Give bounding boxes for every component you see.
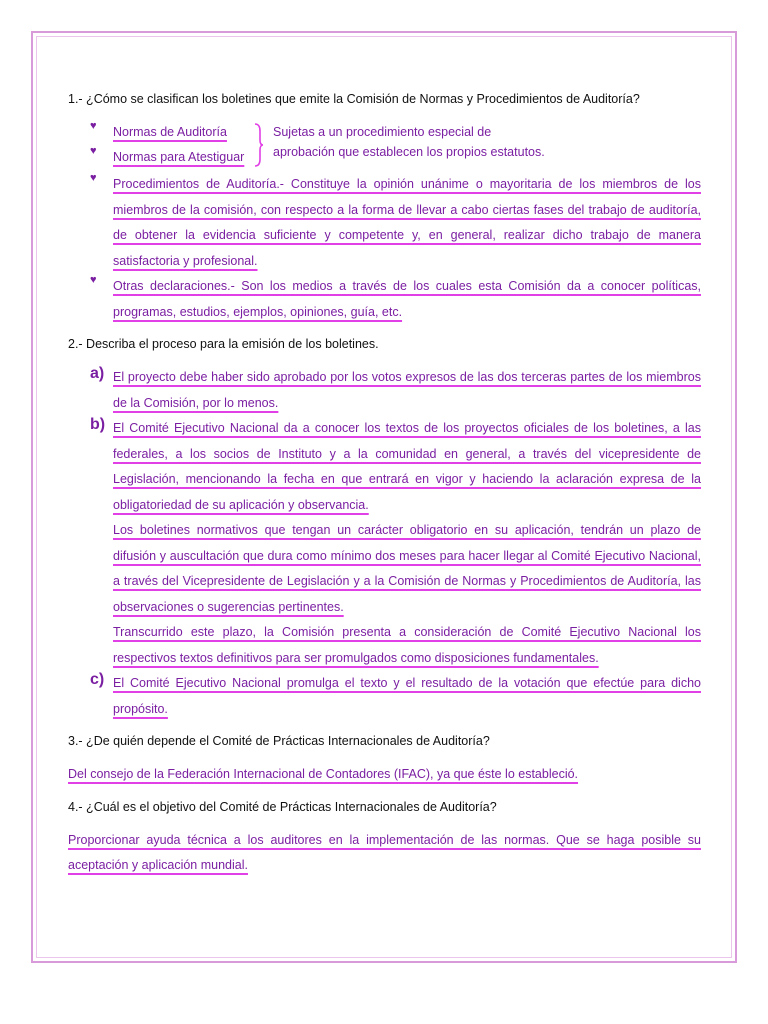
item-c-text: El Comité Ejecutivo Nacional promulga el texto y el resultado de la votación que efectúe para dicho propósito. (113, 676, 701, 716)
q1-bullet-list (68, 172, 701, 325)
otras-declaraciones-text: Otras declaraciones.- Son los medios a través de los cuales esta Comisión da a conocer políticas, programas, estudios, ejemplos, opiniones, guía, etc. (113, 279, 701, 319)
q2-lettered-list (68, 365, 701, 722)
answer-3: Del consejo de la Federación Internacional de Contadores (IFAC), ya que éste lo estableció. (68, 767, 579, 781)
brace-note-line-2: aprobación que establecen los propios estatutos. (273, 145, 545, 159)
list-item-procedimientos (68, 172, 701, 274)
item-a-label: a) (90, 365, 105, 382)
list-item-b (68, 416, 701, 671)
list-item-normas-atestiguar (68, 145, 244, 171)
item-c-label: c) (90, 671, 105, 688)
document-content (68, 90, 701, 879)
normas-auditoria-text: Normas de Auditoría (113, 125, 227, 139)
list-item-normas-auditoria (68, 120, 227, 146)
normas-atestiguar-text: Normas para Atestiguar (113, 150, 245, 164)
curly-brace-icon (254, 123, 264, 167)
item-b-label: b) (90, 416, 106, 433)
brace-note (273, 122, 603, 162)
list-item-a (68, 365, 701, 416)
answer-4: Proporcionar ayuda técnica a los auditores en la implementación de las normas. Que se haga posible su aceptación y aplicación mundial. (68, 832, 701, 872)
item-a-text: El proyecto debe haber sido aprobado por los votos expresos de las dos terceras partes de los miembros de la Comisión, por lo menos. (113, 370, 701, 410)
procedimientos-text: Procedimientos de Auditoría.- Constituye la opinión unánime o mayoritaria de los miembros de los miembros de la comisión, con respecto a la forma de llevar a cabo ciertas fases del trabajo de auditoría, de obtener la evidencia suficiente y competente y, en general, realizar dicho trabajo de manera satisfactoria y profesional. (113, 177, 701, 268)
item-b-text-3: Transcurrido este plazo, la Comisión presenta a consideración de Comité Ejecutivo Nacional los respectivos textos definitivos para ser promulgados como disposiciones fundamentales. (113, 625, 701, 665)
heart-bullet-icon: ♥ (90, 274, 97, 286)
heart-bullet-icon: ♥ (90, 120, 97, 132)
brace-note-line-1: Sujetas a un procedimiento especial de (273, 125, 492, 139)
item-b-text-1: El Comité Ejecutivo Nacional da a conocer los textos de los proyectos oficiales de los boletines, a las federales, a los socios de Instituto y a la comunidad en general, a través del vicepresidente de Legislación, mencionando la fecha en que entrará en vigor y haciendo la aclaración expresa de la obligatoriedad de su aplicación y observancia. (113, 421, 701, 512)
audit-norms-group (68, 120, 701, 172)
list-item-otras-declaraciones (68, 274, 701, 325)
question-3: 3.- ¿De quién depende el Comité de Prácticas Internacionales de Auditoría? (68, 734, 490, 748)
heart-bullet-icon: ♥ (90, 172, 97, 184)
list-item-c (68, 671, 701, 722)
item-b-text-2: Los boletines normativos que tengan un carácter obligatorio en su aplicación, tendrán un plazo de difusión y auscultación que dura como mínimo dos meses para hacer llegar al Comité Ejecutivo Nacional, a través del Vicepresidente de Legislación y a la Comisión de Normas y Procedimientos de Auditoría, las observaciones o sugerencias pertinentes. (113, 523, 701, 614)
question-1: 1.- ¿Cómo se clasifican los boletines que emite la Comisión de Normas y Procedimientos de Auditoría? (68, 92, 640, 106)
question-2: 2.- Describa el proceso para la emisión de los boletines. (68, 337, 379, 351)
question-4: 4.- ¿Cuál es el objetivo del Comité de Prácticas Internacionales de Auditoría? (68, 799, 497, 814)
heart-bullet-icon: ♥ (90, 145, 97, 157)
